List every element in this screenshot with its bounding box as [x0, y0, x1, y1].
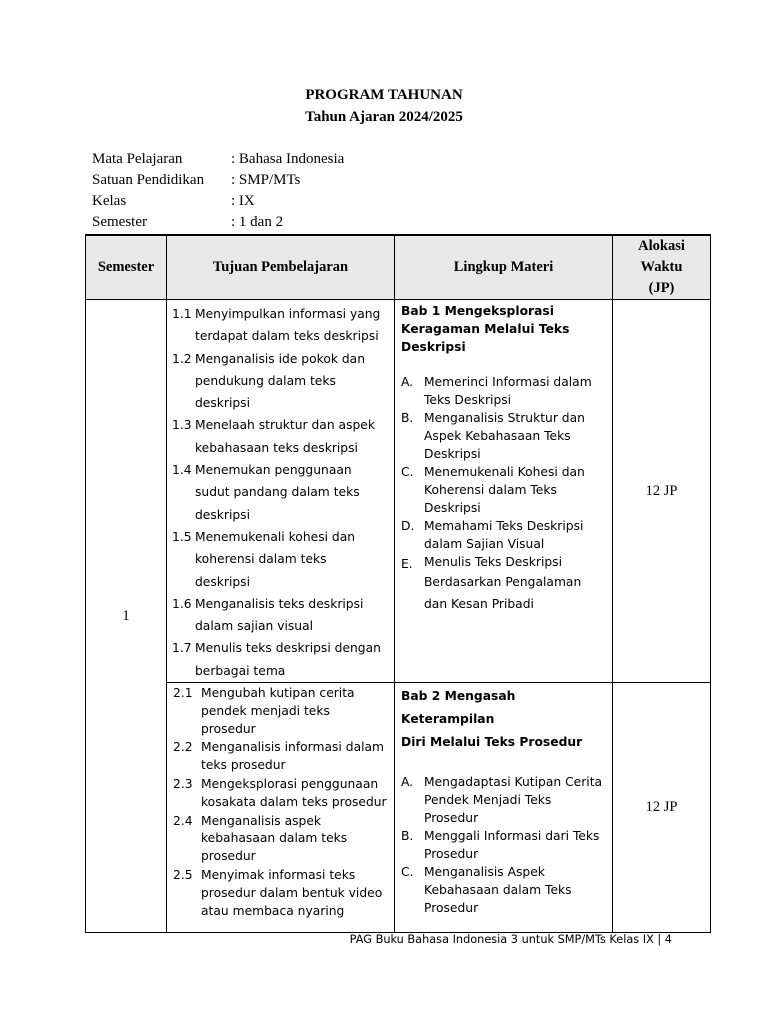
header-lingkup: Lingkup Materi — [395, 235, 613, 300]
objective-item: 1.2 Menganalisis ide pokok dan pendukung dalam teks deskripsi — [172, 351, 366, 411]
info-value: : 1 dan 2 — [231, 214, 284, 230]
info-label: Kelas — [92, 193, 127, 209]
info-value: : IX — [231, 193, 255, 209]
materi-list — [401, 773, 608, 917]
info-row-semester — [92, 212, 344, 233]
materi-cell-bab1 — [395, 300, 613, 683]
jp-cell-bab2: 12 JP — [613, 683, 711, 933]
list-item: C. Menganalisis Aspek Kebahasaan dalam Teks Prosedur — [401, 865, 572, 916]
objective-item: 1.6 Menganalisis teks deskripsi dalam sajian visual — [172, 596, 364, 634]
info-label: Satuan Pendidikan — [92, 172, 205, 188]
list-item: C. Menemukenali Kohesi dan Koherensi dalam Teks Deskripsi — [401, 465, 585, 515]
document-title: PROGRAM TAHUNAN — [305, 87, 463, 103]
materi-cell-bab2 — [395, 683, 613, 933]
objective-item: 1.4 Menemukan penggunaan sudut pandang dalam teks deskripsi — [172, 463, 360, 522]
annual-program-table — [85, 234, 711, 933]
objective-item: 2.1 Mengubah kutipan cerita pendek menjadi teks prosedur — [173, 686, 355, 736]
page-footer: PAG Buku Bahasa Indonesia 3 untuk SMP/MTs Kelas IX | 4 — [349, 933, 672, 946]
chapter-title: Bab 2 Mengasah Keterampilan Diri Melalui Teks Prosedur — [401, 689, 583, 750]
objective-item: 1.7 Menulis teks deskripsi dengan berbagai tema — [172, 641, 381, 678]
chapter-title: Bab 1 Mengeksplorasi Keragaman Melalui Teks Deskripsi — [401, 304, 570, 354]
objective-item: 2.3 Mengeksplorasi penggunaan kosakata dalam teks prosedur — [173, 777, 387, 809]
list-item: B. Menganalisis Struktur dan Aspek Kebahasaan Teks Deskripsi — [401, 411, 585, 461]
document-subtitle: Tahun Ajaran 2024/2025 — [305, 109, 463, 125]
info-label: Semester — [92, 214, 147, 230]
table-row-bab1 — [86, 300, 711, 683]
header-alokasi-line: Alokasi — [638, 238, 685, 254]
list-item: A. Memerinci Informasi dalam Teks Deskripsi — [401, 375, 592, 407]
objective-item: 2.5 Menyimak informasi teks prosedur dalam bentuk video atau membaca nyaring — [173, 868, 383, 918]
list-item: E. Menulis Teks Deskripsi Berdasarkan Pengalaman dan Kesan Pribadi — [401, 555, 582, 611]
info-value: : SMP/MTs — [231, 172, 301, 188]
objectives-cell-bab2 — [167, 683, 395, 933]
info-row-class — [92, 191, 344, 212]
header-alokasi — [613, 235, 711, 300]
info-row-subject — [92, 149, 344, 170]
header-semester: Semester — [86, 235, 167, 300]
objective-item: 2.2 Menganalisis informasi dalam teks prosedur — [173, 740, 385, 773]
objectives-cell-bab1 — [167, 300, 395, 683]
info-block — [92, 149, 344, 233]
list-item: D. Memahami Teks Deskripsi dalam Sajian Visual — [401, 519, 584, 551]
table-header-row — [86, 235, 711, 300]
info-label: Mata Pelajaran — [92, 151, 183, 167]
list-item: A. Mengadaptasi Kutipan Cerita Pendek Menjadi Teks Prosedur — [401, 775, 603, 826]
table-row-bab2 — [86, 683, 711, 933]
header-alokasi-line: (JP) — [648, 280, 675, 296]
objective-item: 2.4 Menganalisis aspek kebahasaan dalam teks prosedur — [173, 813, 348, 864]
jp-cell-bab1: 12 JP — [613, 300, 711, 683]
info-row-school — [92, 170, 344, 191]
header-tujuan: Tujuan Pembelajaran — [167, 235, 395, 300]
list-item: B. Menggali Informasi dari Teks Prosedur — [401, 829, 600, 862]
objective-item: 1.5 Menemukenali kohesi dan koherensi dalam teks deskripsi — [172, 529, 356, 589]
objective-item: 1.3 Menelaah struktur dan aspek kebahasaan teks deskripsi — [172, 418, 375, 455]
header-alokasi-line: Waktu — [640, 259, 683, 275]
semester-cell: 1 — [86, 300, 167, 933]
materi-list — [401, 373, 608, 615]
objective-item: 1.1 Menyimpulkan informasi yang terdapat dalam teks deskripsi — [172, 307, 381, 344]
info-value: : Bahasa Indonesia — [231, 151, 345, 167]
